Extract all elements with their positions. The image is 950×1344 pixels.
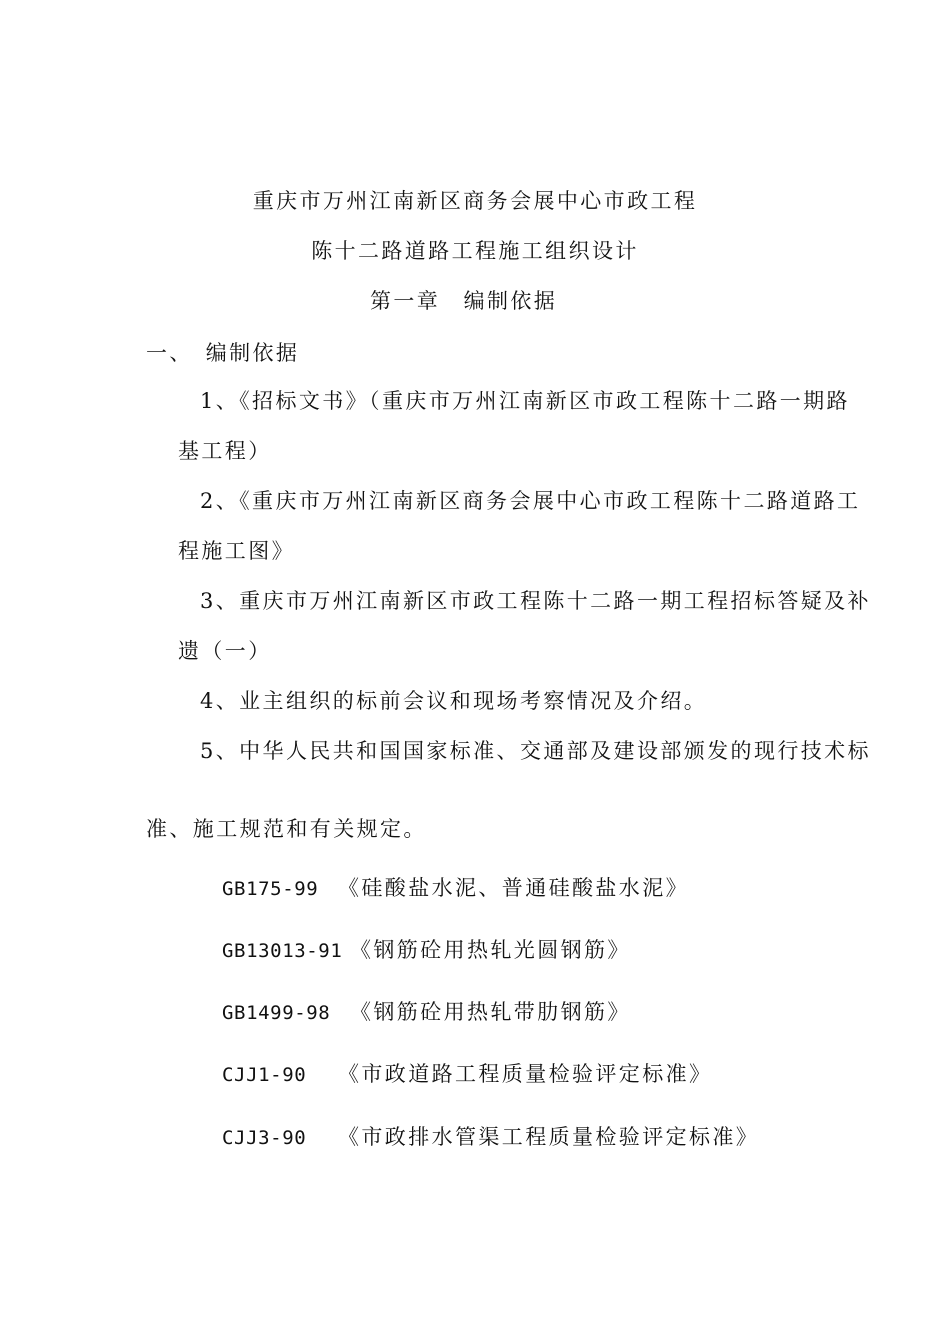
standard-row	[222, 1061, 712, 1088]
basis-item-5-line-2: 准、施工规范和有关规定。	[146, 817, 427, 841]
section-heading: 一、 编制依据	[146, 341, 300, 365]
standard-name: 《硅酸盐水泥、普通硅酸盐水泥》	[338, 876, 689, 900]
standard-name: 《钢筋砼用热轧光圆钢筋》	[350, 938, 631, 962]
document-title-line-1: 重庆市万州江南新区商务会展中心市政工程	[252, 189, 698, 213]
basis-item-1-line-1: 1、《招标文书》（重庆市万州江南新区市政工程陈十二路一期路	[200, 389, 850, 413]
standard-row	[222, 1124, 759, 1151]
basis-item-3-line-1: 3、重庆市万州江南新区市政工程陈十二路一期工程招标答疑及补	[200, 589, 871, 613]
standard-name: 《市政道路工程质量检验评定标准》	[338, 1062, 713, 1086]
standard-row	[222, 999, 631, 1026]
standard-code: GB1499-98	[222, 1002, 331, 1024]
standard-name: 《市政排水管渠工程质量检验评定标准》	[338, 1125, 760, 1149]
document-title-line-2: 陈十二路道路工程施工组织设计	[311, 239, 639, 263]
basis-item-3-line-2: 遗（一）	[178, 639, 272, 663]
basis-item-2-line-2: 程施工图》	[178, 539, 295, 563]
standard-row	[222, 875, 689, 902]
basis-item-4: 4、业主组织的标前会议和现场考察情况及介绍。	[200, 689, 708, 713]
standard-code: CJJ3-90	[222, 1127, 307, 1149]
standard-code: GB175-99	[222, 878, 319, 900]
basis-item-2-line-1: 2、《重庆市万州江南新区商务会展中心市政工程陈十二路道路工	[200, 489, 861, 513]
basis-item-5-line-1: 5、中华人民共和国国家标准、交通部及建设部颁发的现行技术标	[200, 739, 871, 763]
chapter-heading: 第一章 编制依据	[370, 289, 558, 313]
standard-name: 《钢筋砼用热轧带肋钢筋》	[350, 1000, 631, 1024]
standard-code: CJJ1-90	[222, 1064, 307, 1086]
standard-code: GB13013-91	[222, 940, 343, 962]
standard-row	[222, 937, 631, 964]
basis-item-1-line-2: 基工程）	[178, 439, 272, 463]
